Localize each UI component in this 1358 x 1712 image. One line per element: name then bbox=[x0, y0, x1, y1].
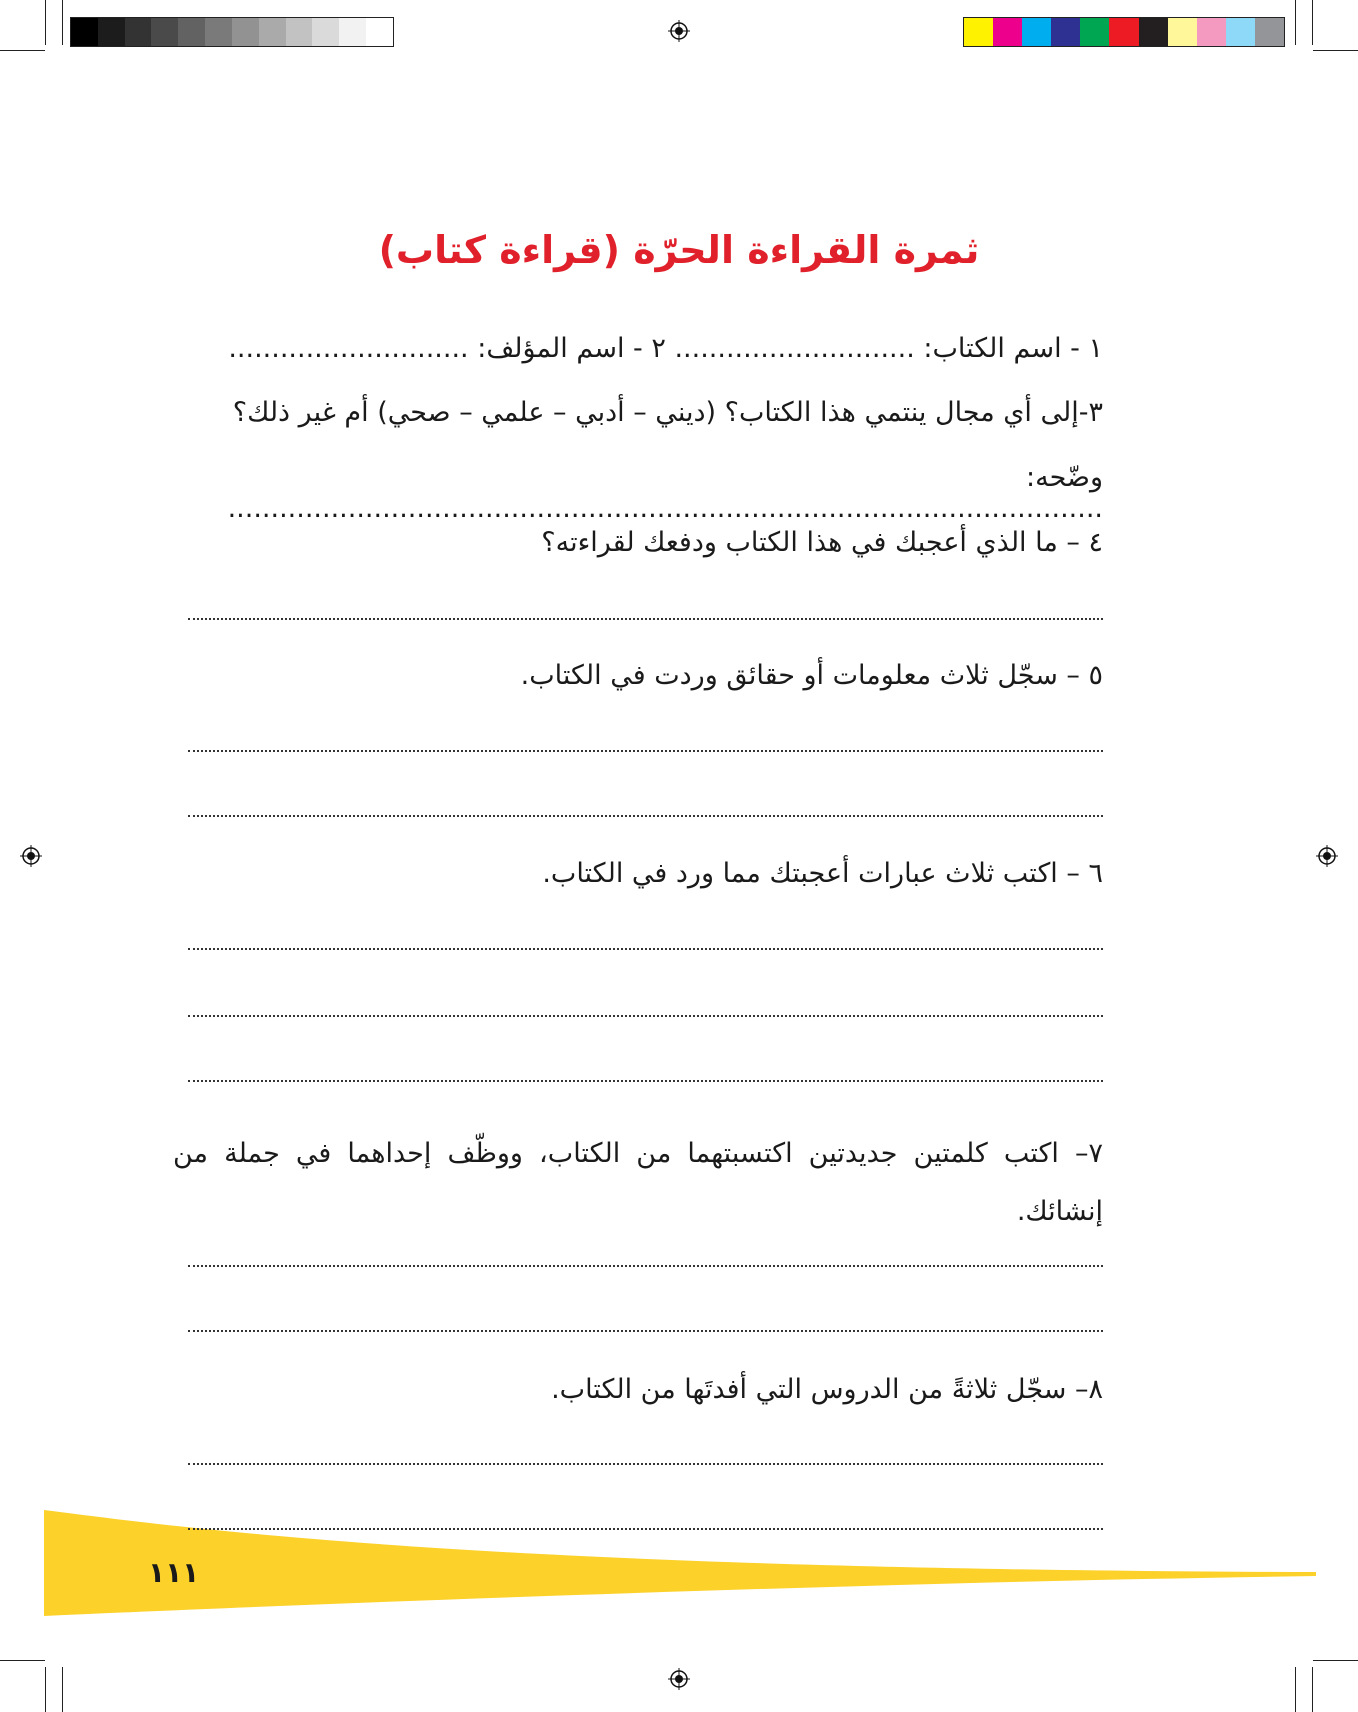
gray-swatch bbox=[366, 18, 393, 46]
registration-mark-icon bbox=[668, 20, 690, 42]
crop-mark bbox=[1295, 0, 1296, 45]
gray-swatch bbox=[339, 18, 366, 46]
crop-mark bbox=[45, 0, 46, 45]
page-title: ثمرة القراءة الحرّة (قراءة كتاب) bbox=[378, 228, 980, 272]
color-swatch bbox=[1051, 18, 1080, 46]
gray-swatch bbox=[151, 18, 178, 46]
crop-mark bbox=[0, 1660, 45, 1661]
crop-mark bbox=[1313, 50, 1358, 51]
gray-swatch bbox=[286, 18, 313, 46]
question-8: ٨– سجّل ثلاثةً من الدروس التي أفدتَها من الكتاب. bbox=[551, 1374, 1103, 1405]
color-swatch bbox=[964, 18, 993, 46]
crop-mark bbox=[45, 1667, 46, 1712]
color-swatch bbox=[1080, 18, 1109, 46]
color-swatch bbox=[1022, 18, 1051, 46]
crop-mark bbox=[1295, 1667, 1296, 1712]
answer-line[interactable] bbox=[188, 815, 1103, 817]
answer-line[interactable] bbox=[188, 948, 1103, 950]
answer-line[interactable] bbox=[188, 1015, 1103, 1017]
registration-mark-icon bbox=[20, 845, 42, 867]
question-3-explain: وضّحه: ...................................................................................................... bbox=[227, 462, 1103, 524]
color-swatch bbox=[1255, 18, 1284, 46]
crop-mark bbox=[1312, 1667, 1313, 1712]
gray-swatch bbox=[71, 18, 98, 46]
answer-line[interactable] bbox=[188, 1080, 1103, 1082]
question-6: ٦ – اكتب ثلاث عبارات أعجبتك مما ورد في الكتاب. bbox=[542, 858, 1103, 889]
color-swatch bbox=[1226, 18, 1255, 46]
answer-line[interactable] bbox=[188, 1528, 1103, 1530]
question-5: ٥ – سجّل ثلاث معلومات أو حقائق وردت في الكتاب. bbox=[520, 660, 1103, 691]
answer-line[interactable] bbox=[188, 1330, 1103, 1332]
color-bar bbox=[963, 17, 1285, 47]
question-1-2: ١ - اسم الكتاب: ............................ ٢ - اسم المؤلف: ............................ bbox=[228, 333, 1103, 364]
crop-mark bbox=[62, 1667, 63, 1712]
crop-mark bbox=[1312, 0, 1313, 45]
color-swatch bbox=[1168, 18, 1197, 46]
answer-line[interactable] bbox=[188, 750, 1103, 752]
gray-swatch bbox=[205, 18, 232, 46]
question-3: ٣-إلى أي مجال ينتمي هذا الكتاب؟ (ديني – أدبي – علمي – صحي) أم غير ذلك؟ bbox=[232, 397, 1103, 428]
crop-mark bbox=[1313, 1660, 1358, 1661]
crop-mark bbox=[62, 0, 63, 45]
gray-swatch bbox=[259, 18, 286, 46]
question-7: ٧– اكتب كلمتين جديدتين اكتسبتهما من الكتاب، ووظّف إحداهما في جملة من إنشائك. bbox=[173, 1138, 1103, 1227]
gray-swatch bbox=[178, 18, 205, 46]
crop-mark bbox=[0, 50, 45, 51]
gray-swatch bbox=[125, 18, 152, 46]
gray-swatch bbox=[98, 18, 125, 46]
gray-swatch bbox=[232, 18, 259, 46]
answer-line[interactable] bbox=[188, 1265, 1103, 1267]
answer-line[interactable] bbox=[188, 1463, 1103, 1465]
grayscale-bar bbox=[70, 17, 394, 47]
registration-mark-icon bbox=[1316, 845, 1338, 867]
question-4: ٤ – ما الذي أعجبك في هذا الكتاب ودفعك لقراءته؟ bbox=[541, 527, 1103, 558]
gray-swatch bbox=[312, 18, 339, 46]
registration-mark-icon bbox=[668, 1668, 690, 1690]
color-swatch bbox=[993, 18, 1022, 46]
page-number: ١١١ bbox=[148, 1556, 200, 1589]
color-swatch bbox=[1197, 18, 1226, 46]
footer-band bbox=[0, 1500, 1358, 1620]
color-swatch bbox=[1139, 18, 1168, 46]
color-swatch bbox=[1109, 18, 1138, 46]
answer-line[interactable] bbox=[188, 618, 1103, 620]
